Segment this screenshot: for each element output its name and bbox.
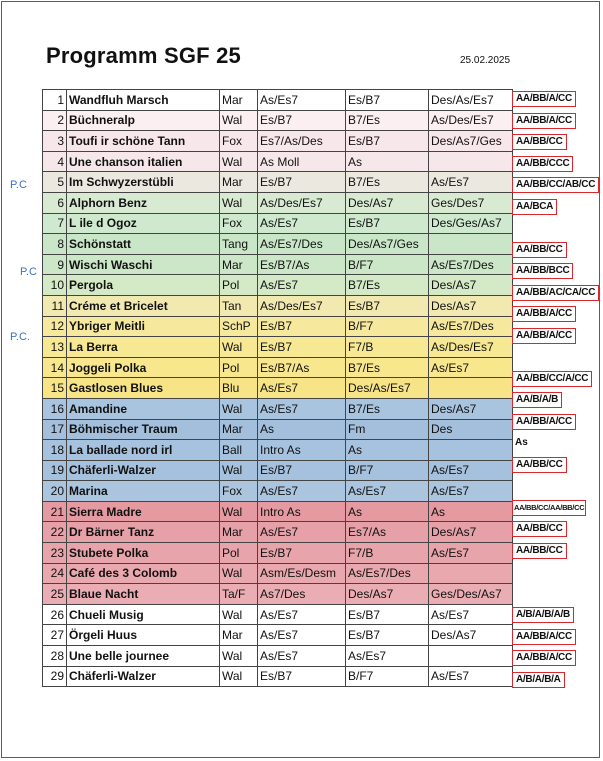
chords-part-2: B/F7 (346, 460, 429, 481)
song-genre: Ta/F (220, 584, 258, 605)
chords-part-2: F7/B (346, 543, 429, 564)
side-note: P.C (10, 179, 27, 192)
song-genre: Mar (220, 172, 258, 193)
chords-part-3: As/Des/Es7 (429, 337, 513, 358)
song-number: 7 (43, 213, 67, 234)
chords-part-1: Es/B7 (258, 543, 346, 564)
song-title: Örgeli Huus (67, 625, 220, 646)
form-cell (512, 562, 602, 584)
table-row (43, 604, 513, 625)
chords-part-3: As/Es7 (429, 481, 513, 502)
song-title: Chäferli-Walzer (67, 460, 220, 481)
song-title: Büchneralp (67, 110, 220, 131)
song-form: AA/BB/A/CC (512, 650, 576, 666)
song-genre: Wal (220, 192, 258, 213)
program-table (42, 89, 513, 687)
form-cell (512, 89, 602, 111)
form-cell (512, 283, 602, 305)
song-form: AA/BB/A/CC (512, 306, 576, 322)
chords-part-1: Es/B7 (258, 172, 346, 193)
chords-part-3: As (429, 501, 513, 522)
song-genre: Fox (220, 481, 258, 502)
song-title: Joggeli Polka (67, 357, 220, 378)
song-title: Une chanson italien (67, 151, 220, 172)
form-cell (512, 154, 602, 176)
song-form: A/B/A/B/A/B (512, 607, 574, 623)
table-row (43, 275, 513, 296)
chords-part-2: Es/B7 (346, 604, 429, 625)
chords-part-2: B7/Es (346, 398, 429, 419)
chords-part-2: B/F7 (346, 316, 429, 337)
song-number: 8 (43, 234, 67, 255)
chords-part-3: As/Es7 (429, 460, 513, 481)
form-cell (512, 412, 602, 434)
chords-part-3 (429, 563, 513, 584)
song-title: Toufi ir schöne Tann (67, 131, 220, 152)
song-title: La Berra (67, 337, 220, 358)
chords-part-1: Es/B7 (258, 337, 346, 358)
form-cell (512, 605, 602, 627)
song-title: Une belle journee (67, 646, 220, 667)
chords-part-3: Des/As7 (429, 398, 513, 419)
chords-part-3: Des/As7 (429, 522, 513, 543)
song-title: Chueli Musig (67, 604, 220, 625)
song-form: AA/BB/A/CC (512, 91, 576, 107)
song-genre: Pol (220, 275, 258, 296)
chords-part-2: As/Es7 (346, 646, 429, 667)
table-row (43, 234, 513, 255)
chords-part-1: As7/Des (258, 584, 346, 605)
chords-part-1: Asm/Es/Desm (258, 563, 346, 584)
song-genre: Mar (220, 254, 258, 275)
table-row (43, 192, 513, 213)
chords-part-2: B/F7 (346, 666, 429, 687)
chords-part-2: B/F7 (346, 254, 429, 275)
chords-part-2: F7/B (346, 337, 429, 358)
song-number: 21 (43, 501, 67, 522)
form-cell (512, 111, 602, 133)
song-form: AA/B/A/B (512, 392, 562, 408)
chords-part-3: As/Es7 (429, 666, 513, 687)
form-cell (512, 541, 602, 563)
chords-part-3: Des/As7/Ges (429, 131, 513, 152)
chords-part-1: As/Es7 (258, 90, 346, 111)
chords-part-2: Es/B7 (346, 625, 429, 646)
song-form: AA/BB/CC (512, 134, 567, 150)
table-row (43, 460, 513, 481)
chords-part-2: B7/Es (346, 110, 429, 131)
song-number: 16 (43, 398, 67, 419)
chords-part-2: Es/B7 (346, 295, 429, 316)
table-row (43, 666, 513, 687)
chords-part-3: Des/As7 (429, 275, 513, 296)
song-number: 3 (43, 131, 67, 152)
song-title: Marina (67, 481, 220, 502)
chords-part-2: As/Es7 (346, 481, 429, 502)
song-title: Gastlosen Blues (67, 378, 220, 399)
form-cell (512, 498, 602, 520)
song-form: AA/BB/A/CC (512, 113, 576, 129)
chords-part-3: As/Es7 (429, 357, 513, 378)
song-title: Blaue Nacht (67, 584, 220, 605)
song-number: 18 (43, 440, 67, 461)
form-cell (512, 132, 602, 154)
chords-part-3 (429, 378, 513, 399)
chords-part-1: Intro As (258, 501, 346, 522)
chords-part-3: Des (429, 419, 513, 440)
chords-part-1: As/Es7/Des (258, 234, 346, 255)
song-genre: Wal (220, 337, 258, 358)
chords-part-2: Es/B7 (346, 213, 429, 234)
form-cell (512, 326, 602, 348)
chords-part-2: As (346, 501, 429, 522)
table-row (43, 110, 513, 131)
song-number: 14 (43, 357, 67, 378)
song-number: 28 (43, 646, 67, 667)
song-number: 19 (43, 460, 67, 481)
table-row (43, 625, 513, 646)
form-cell (512, 584, 602, 606)
song-title: Pergola (67, 275, 220, 296)
table-row (43, 254, 513, 275)
table-row (43, 398, 513, 419)
song-form: AA/BB/CC (512, 543, 567, 559)
chords-part-1: Es/B7 (258, 110, 346, 131)
song-title: Im Schwyzerstübli (67, 172, 220, 193)
form-cell (512, 261, 602, 283)
song-genre: Ball (220, 440, 258, 461)
form-cell (512, 240, 602, 262)
song-title: Stubete Polka (67, 543, 220, 564)
song-number: 1 (43, 90, 67, 111)
chords-part-3: Des/As7 (429, 295, 513, 316)
song-genre: Wal (220, 604, 258, 625)
song-form: AA/BB/A/CC (512, 414, 576, 430)
table-row (43, 481, 513, 502)
table-row (43, 90, 513, 111)
song-form: AA/BB/CC/A/CC (512, 371, 592, 387)
chords-part-1: As/Es7 (258, 625, 346, 646)
side-note: P.C. (10, 330, 30, 343)
song-title: Dr Bärner Tanz (67, 522, 220, 543)
table-row (43, 522, 513, 543)
chords-part-1: Intro As (258, 440, 346, 461)
chords-part-1: Es/B7/As (258, 254, 346, 275)
song-number: 6 (43, 192, 67, 213)
song-genre: Wal (220, 501, 258, 522)
table-row (43, 584, 513, 605)
chords-part-1: As/Es7 (258, 398, 346, 419)
song-genre: Fox (220, 213, 258, 234)
song-title: Café des 3 Colomb (67, 563, 220, 584)
table-row (43, 172, 513, 193)
song-title: Amandine (67, 398, 220, 419)
song-genre: Mar (220, 625, 258, 646)
form-cell (512, 455, 602, 477)
song-form: AA/BB/BCC (512, 263, 573, 279)
chords-part-3: Des/Ges/As7 (429, 213, 513, 234)
chords-part-3 (429, 234, 513, 255)
chords-part-1: Es7/As/Des (258, 131, 346, 152)
chords-part-2: Es7/As (346, 522, 429, 543)
chords-part-2: Fm (346, 419, 429, 440)
form-cell (512, 648, 602, 670)
table-row (43, 151, 513, 172)
song-genre: Wal (220, 460, 258, 481)
song-number: 4 (43, 151, 67, 172)
chords-part-2: Des/As7 (346, 584, 429, 605)
chords-part-2: Es/B7 (346, 131, 429, 152)
table-row (43, 440, 513, 461)
song-title: L ile d Ogoz (67, 213, 220, 234)
song-genre: Pol (220, 543, 258, 564)
song-number: 9 (43, 254, 67, 275)
chords-part-1: As/Es7 (258, 522, 346, 543)
form-cell (512, 390, 602, 412)
song-number: 2 (43, 110, 67, 131)
chords-part-2: As/Es7/Des (346, 563, 429, 584)
form-cell (512, 519, 602, 541)
song-title: Schönstatt (67, 234, 220, 255)
table-row (43, 501, 513, 522)
song-form: AA/BCA (512, 199, 557, 215)
song-title: Alphorn Benz (67, 192, 220, 213)
chords-part-3: Des/As/Es7 (429, 90, 513, 111)
song-genre: SchP (220, 316, 258, 337)
chords-part-1: As/Des/Es7 (258, 295, 346, 316)
song-form: AA/BB/AC/CA/CC (512, 285, 599, 301)
song-number: 17 (43, 419, 67, 440)
table-row (43, 543, 513, 564)
form-cell (512, 369, 602, 391)
chords-part-1: As Moll (258, 151, 346, 172)
song-number: 11 (43, 295, 67, 316)
form-cell (512, 175, 602, 197)
form-cell (512, 433, 602, 455)
chords-part-2: Des/As/Es7 (346, 378, 429, 399)
song-genre: Wal (220, 398, 258, 419)
chords-part-3: As/Es7/Des (429, 254, 513, 275)
table-row (43, 213, 513, 234)
chords-part-1: As/Des/Es7 (258, 192, 346, 213)
table-row (43, 378, 513, 399)
chords-part-3 (429, 151, 513, 172)
song-genre: Wal (220, 666, 258, 687)
song-number: 24 (43, 563, 67, 584)
song-number: 20 (43, 481, 67, 502)
chords-part-1: Es/B7 (258, 316, 346, 337)
chords-part-1: As/Es7 (258, 604, 346, 625)
song-title: Chäferli-Walzer (67, 666, 220, 687)
song-number: 12 (43, 316, 67, 337)
song-form: AA/BB/CC (512, 457, 567, 473)
song-number: 27 (43, 625, 67, 646)
song-title: Wandfluh Marsch (67, 90, 220, 111)
song-genre: Pol (220, 357, 258, 378)
chords-part-1: As/Es7 (258, 646, 346, 667)
song-form: AA/BB/A/CC (512, 328, 576, 344)
song-number: 13 (43, 337, 67, 358)
chords-part-3: As/Es7 (429, 172, 513, 193)
chords-part-2: Es/B7 (346, 90, 429, 111)
song-number: 22 (43, 522, 67, 543)
chords-part-2: B7/Es (346, 357, 429, 378)
song-form: AA/BB/A/CC (512, 629, 576, 645)
chords-part-3: As/Es7/Des (429, 316, 513, 337)
chords-part-3: Ges/Des7 (429, 192, 513, 213)
table-row (43, 563, 513, 584)
song-title: Créme et Bricelet (67, 295, 220, 316)
form-cell (512, 627, 602, 649)
song-title: Böhmischer Traum (67, 419, 220, 440)
program-table-body (43, 90, 513, 687)
form-cell (512, 347, 602, 369)
chords-part-1: As (258, 419, 346, 440)
song-genre: Mar (220, 419, 258, 440)
chords-part-1: As/Es7 (258, 481, 346, 502)
song-genre: Tang (220, 234, 258, 255)
chords-part-2: As (346, 440, 429, 461)
song-genre: Fox (220, 131, 258, 152)
song-genre: Mar (220, 522, 258, 543)
song-number: 15 (43, 378, 67, 399)
chords-part-2: Des/As7/Ges (346, 234, 429, 255)
table-row (43, 357, 513, 378)
song-genre: Tan (220, 295, 258, 316)
song-genre: Blu (220, 378, 258, 399)
song-number: 25 (43, 584, 67, 605)
song-form: AA/BB/CC/AB/CC (512, 177, 599, 193)
chords-part-2: As (346, 151, 429, 172)
song-form: AA/BB/CC (512, 521, 567, 537)
chords-part-2: B7/Es (346, 172, 429, 193)
song-number: 10 (43, 275, 67, 296)
chords-part-1: Es/B7 (258, 666, 346, 687)
song-number: 26 (43, 604, 67, 625)
chords-part-3 (429, 440, 513, 461)
song-title: Ybriger Meitli (67, 316, 220, 337)
song-number: 23 (43, 543, 67, 564)
chords-part-3: As/Es7 (429, 543, 513, 564)
table-row (43, 646, 513, 667)
form-column (512, 89, 602, 713)
chords-part-1: Es/B7/As (258, 357, 346, 378)
song-form: AA/BB/CC (512, 242, 567, 258)
song-title: Wischi Waschi (67, 254, 220, 275)
table-row (43, 316, 513, 337)
chords-part-3: As/Des/Es7 (429, 110, 513, 131)
table-row (43, 419, 513, 440)
chords-part-1: Es/B7 (258, 460, 346, 481)
chords-part-2: Des/As7 (346, 192, 429, 213)
chords-part-3 (429, 646, 513, 667)
program-date: 25.02.2025 (460, 55, 511, 66)
song-genre: Wal (220, 110, 258, 131)
table-row (43, 295, 513, 316)
chords-part-3: Ges/Des/As7 (429, 584, 513, 605)
chords-part-1: As/Es7 (258, 275, 346, 296)
form-cell (512, 670, 602, 692)
song-title: La ballade nord irl (67, 440, 220, 461)
song-genre: Wal (220, 151, 258, 172)
form-cell (512, 691, 602, 713)
form-cell (512, 476, 602, 498)
side-note: P.C (20, 265, 37, 278)
chords-part-3: Des/As7 (429, 625, 513, 646)
song-genre: Wal (220, 563, 258, 584)
song-form: AA/BB/CCC (512, 156, 573, 172)
form-cell (512, 218, 602, 240)
table-row (43, 337, 513, 358)
song-form: AA/BB/CC/AA/BB/CC (512, 500, 586, 516)
chords-part-2: B7/Es (346, 275, 429, 296)
song-form: A/B/A/B/A (512, 672, 565, 688)
page-title: Programm SGF 25 (46, 43, 241, 68)
chords-part-1: As/Es7 (258, 213, 346, 234)
form-cell (512, 304, 602, 326)
chords-part-3: As/Es7 (429, 604, 513, 625)
song-form: As (515, 437, 528, 448)
song-title: Sierra Madre (67, 501, 220, 522)
song-genre: Mar (220, 90, 258, 111)
song-number: 5 (43, 172, 67, 193)
table-row (43, 131, 513, 152)
song-genre: Wal (220, 646, 258, 667)
chords-part-1: As/Es7 (258, 378, 346, 399)
song-number: 29 (43, 666, 67, 687)
form-cell (512, 197, 602, 219)
